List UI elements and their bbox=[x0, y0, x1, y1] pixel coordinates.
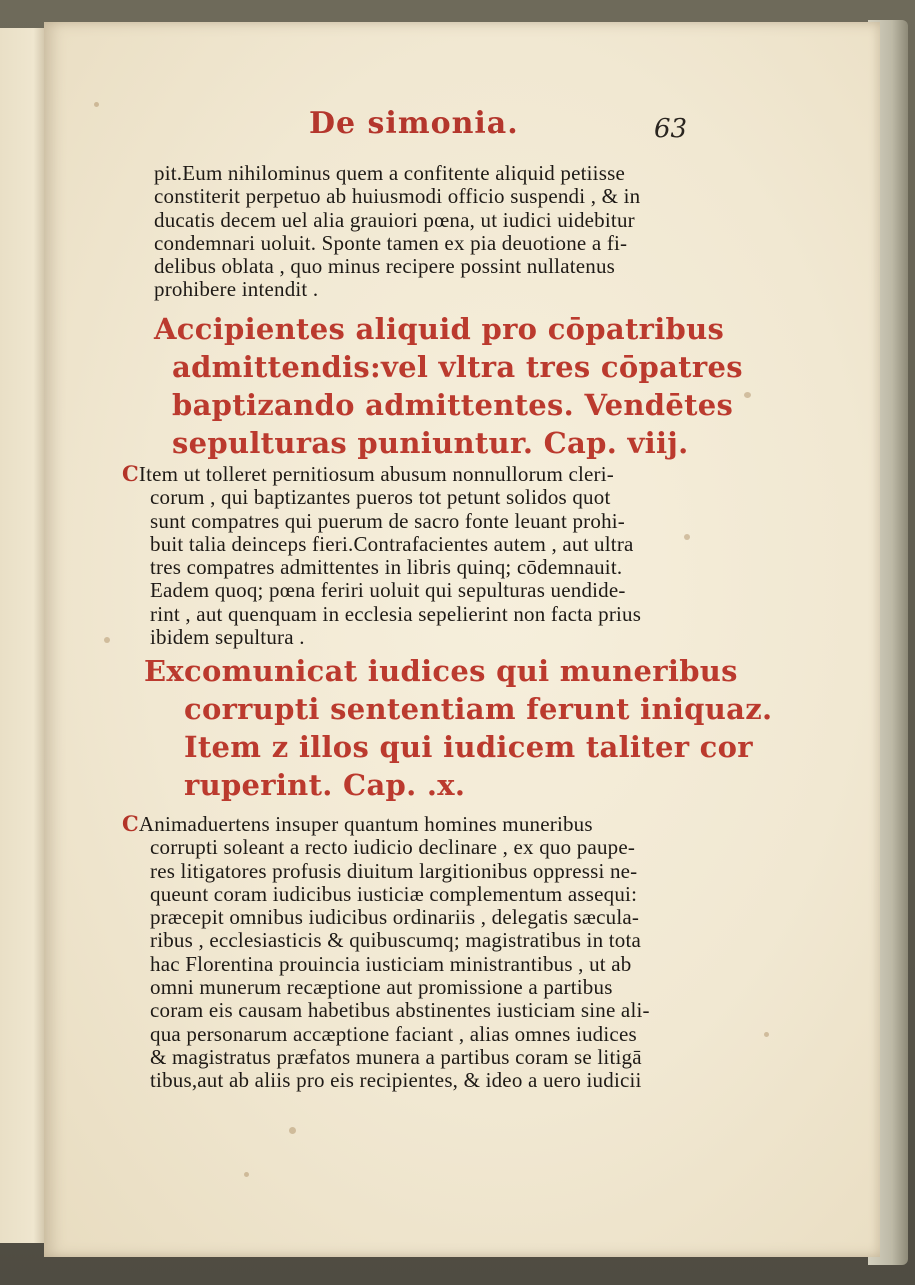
text-line: omni munerum recæptione aut promissione a partibus bbox=[150, 975, 613, 1000]
foxing-stain bbox=[244, 1172, 249, 1177]
heading-line: admittendis:vel vltra tres cōpatres bbox=[172, 350, 743, 384]
foxing-stain bbox=[764, 1032, 769, 1037]
foxing-stain bbox=[104, 637, 110, 643]
pilcrow-mark: C bbox=[122, 811, 139, 836]
folio-number: 63 bbox=[654, 114, 688, 144]
heading-line: Item z illos qui iudicem taliter cor bbox=[184, 730, 753, 764]
text-line: coram eis causam habetibus abstinentes iusticiam sine ali- bbox=[150, 998, 650, 1023]
text-line: constiterit perpetuo ab huiusmodi officio suspendi , & in bbox=[154, 184, 641, 209]
heading-line: Excomunicat iudices qui muneribus bbox=[144, 654, 738, 688]
running-head: De simonia. bbox=[309, 106, 519, 141]
book-page bbox=[44, 22, 880, 1257]
paragraph-compatres bbox=[122, 462, 641, 649]
heading-line: baptizando admittentes. Vendētes bbox=[172, 388, 734, 422]
text-line: ducatis decem uel alia grauiori pœna, ut iudici uidebitur bbox=[154, 207, 635, 232]
text-line: corrupti soleant a recto iudicio declinare , ex quo paupe- bbox=[150, 835, 636, 860]
text-line: rint , aut quenquam in ecclesia sepelierint non facta prius bbox=[150, 601, 642, 626]
text-line-content: Item ut tolleret pernitiosum abusum nonnullorum cleri- bbox=[138, 462, 614, 486]
foxing-stain bbox=[289, 1127, 296, 1134]
text-line: sunt compatres qui puerum de sacro fonte leuant prohi- bbox=[150, 508, 625, 533]
heading-line: ruperint. Cap. .x. bbox=[184, 768, 466, 802]
text-line: buit talia deinceps fieri.Contrafacientes autem , aut ultra bbox=[150, 531, 634, 556]
heading-line: corrupti sententiam ferunt iniquaz. bbox=[184, 692, 773, 726]
foxing-stain bbox=[94, 102, 99, 107]
text-line: res litigatores profusis diuitum largitionibus oppressi ne- bbox=[150, 858, 638, 883]
chapter-heading-viii bbox=[154, 310, 743, 462]
text-line: tres compatres admittentes in libris quinq; cōdemnauit. bbox=[150, 555, 623, 580]
text-line: delibus oblata , quo minus recipere possint nullatenus bbox=[154, 254, 616, 279]
text-line: queunt coram iudicibus iusticiæ complementum assequi: bbox=[150, 881, 638, 906]
text-line: prohibere intendit . bbox=[154, 277, 319, 302]
text-line bbox=[122, 812, 650, 836]
facing-page-edge bbox=[0, 28, 48, 1243]
foxing-stain bbox=[744, 392, 751, 398]
text-line-content: Animaduertens insuper quantum homines muneribus bbox=[138, 812, 593, 836]
text-line bbox=[122, 462, 641, 486]
text-line: corum , qui baptizantes pueros tot petunt solidos quot bbox=[150, 485, 611, 510]
text-line: ribus , ecclesiasticis & quibuscumq; magistratibus in tota bbox=[150, 928, 642, 953]
text-line: Eadem quoq; pœna feriri uoluit qui sepulturas uendide- bbox=[150, 578, 626, 603]
text-line: ibidem sepultura . bbox=[150, 625, 305, 650]
text-line: tibus,aut ab aliis pro eis recipientes, & ideo a uero iudicii bbox=[150, 1068, 642, 1093]
heading-line: Accipientes aliquid pro cōpatribus bbox=[154, 312, 725, 346]
text-line: & magistratus præfatos munera a partibus coram se litigā bbox=[150, 1044, 642, 1069]
paragraph-continued bbox=[154, 162, 640, 302]
text-line: hac Florentina prouincia iusticiam ministrantibus , ut ab bbox=[150, 951, 632, 976]
text-line: præcepit omnibus iudicibus ordinariis , delegatis sæcula- bbox=[150, 905, 640, 930]
text-line: pit.Eum nihilominus quem a confitente aliquid petiisse bbox=[154, 161, 625, 185]
text-line: condemnari uoluit. Sponte tamen ex pia deuotione a fi- bbox=[154, 230, 628, 255]
text-line: qua personarum accæptione faciant , alias omnes iudices bbox=[150, 1021, 637, 1046]
foxing-stain bbox=[684, 534, 690, 540]
chapter-heading-x bbox=[144, 652, 772, 804]
pilcrow-mark: C bbox=[122, 461, 139, 486]
paragraph-animaduertens bbox=[122, 812, 650, 1093]
heading-line: sepulturas puniuntur. Cap. viij. bbox=[172, 426, 689, 460]
